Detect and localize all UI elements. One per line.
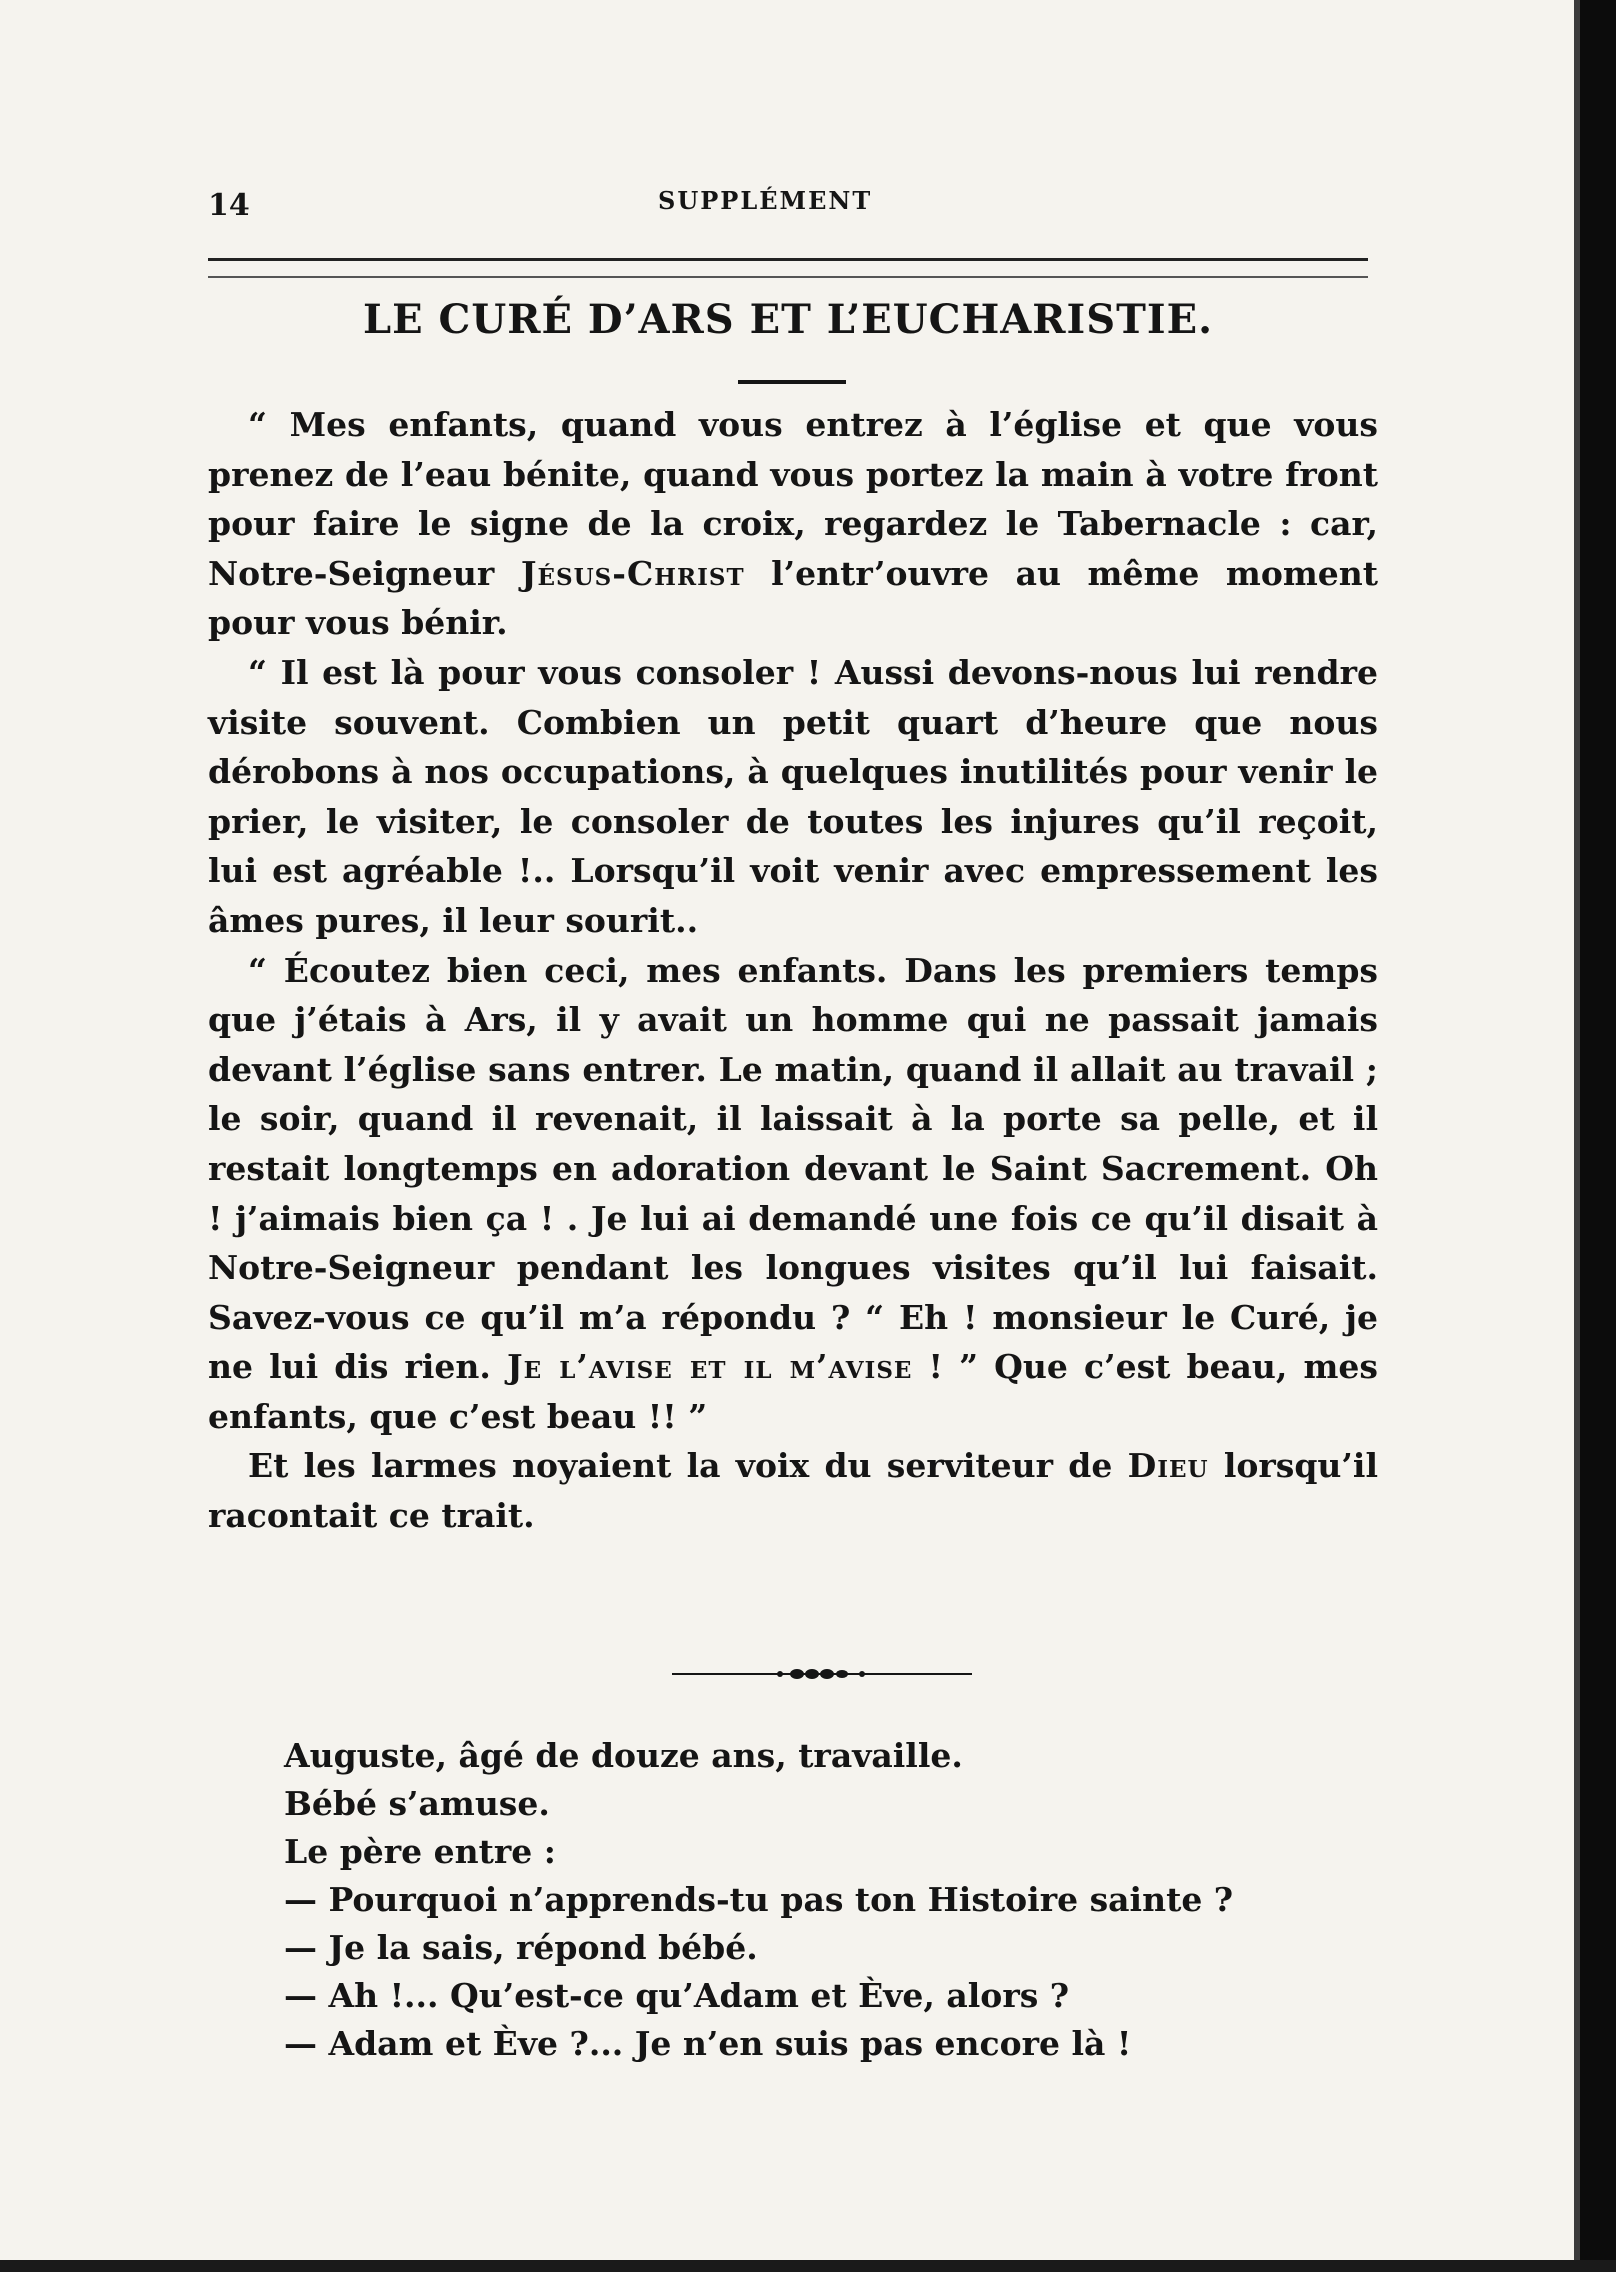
paragraph-3: “ Écoutez bien ceci, mes enfants. Dans les premiers temps que j’étais à Ars, il y avait un homme qui ne passait jamais devant l’église sans entrer. Le matin, quand il allait au travail ; le soir, quand il revenait, il laissait à la porte sa pelle, et il restait longtemps en adoration devant le Saint Sacrement. Oh ! j’aimais bien ça ! . Je lui ai demandé une fois ce qu’il disait à Notre-Seigneur pendant les longues visites qu’il lui faisait. Savez-vous ce qu’il m’a répondu ? “ Eh ! monsieur le Curé, je ne lui dis rien. Je l’avise et il m’avise ! ” Que c’est beau, mes enfants, que c’est beau !! ”: [208, 950, 1378, 1436]
dialogue-line: Auguste, âgé de douze ans, travaille.: [284, 1736, 963, 1775]
scan-edge-bottom: [0, 2260, 1616, 2272]
running-title: SUPPLÉMENT: [658, 186, 873, 215]
dialogue-line: — Adam et Ève ?... Je n’en suis pas encore là !: [284, 2024, 1132, 2063]
header-rule: [208, 258, 1368, 261]
article-title: LE CURÉ D’ARS ET L’EUCHARISTIE.: [362, 296, 1214, 343]
paragraph-1: “ Mes enfants, quand vous entrez à l’église et que vous prenez de l’eau bénite, quand vous portez la main à votre front pour faire le signe de la croix, regardez le Tabernacle : car, Notre-Seigneur Jésus-Christ l’entr’ouvre au même moment pour vous bénir.: [208, 405, 1378, 643]
dialogue-anecdote: [284, 1732, 1324, 2068]
dialogue-line: — Ah !... Qu’est-ce qu’Adam et Ève, alors ?: [284, 1976, 1070, 2015]
dialogue-line: Le père entre :: [284, 1832, 556, 1871]
dialogue-line: Bébé s’amuse.: [284, 1784, 550, 1823]
page-number: 14: [208, 188, 250, 223]
header-rule-secondary: [208, 276, 1368, 278]
scan-edge-right: [1580, 0, 1616, 2272]
title-rule: [738, 380, 846, 384]
section-divider-ornament: [672, 1664, 972, 1684]
paragraph-4: Et les larmes noyaient la voix du serviteur de Dieu lorsqu’il racontait ce trait.: [208, 1446, 1378, 1536]
small-caps-name: Jésus-Christ: [520, 553, 745, 593]
article-body: [208, 400, 1378, 1541]
paragraph-2: “ Il est là pour vous consoler ! Aussi devons-nous lui rendre visite souvent. Combien un petit quart d’heure que nous dérobons à nos occupations, à quelques inutilités pour venir le prier, le visiter, le consoler de toutes les injures qu’il reçoit, lui est agréable !.. Lorsqu’il voit venir avec empressement les âmes pures, il leur sourit..: [208, 652, 1378, 940]
dialogue-line: — Pourquoi n’apprends-tu pas ton Histoire sainte ?: [284, 1880, 1234, 1919]
small-caps-name: Dieu: [1127, 1446, 1209, 1486]
dialogue-line: — Je la sais, répond bébé.: [284, 1928, 758, 1967]
small-caps-phrase: Je l’avise et il m’avise: [506, 1347, 913, 1387]
running-head: [208, 180, 1368, 230]
